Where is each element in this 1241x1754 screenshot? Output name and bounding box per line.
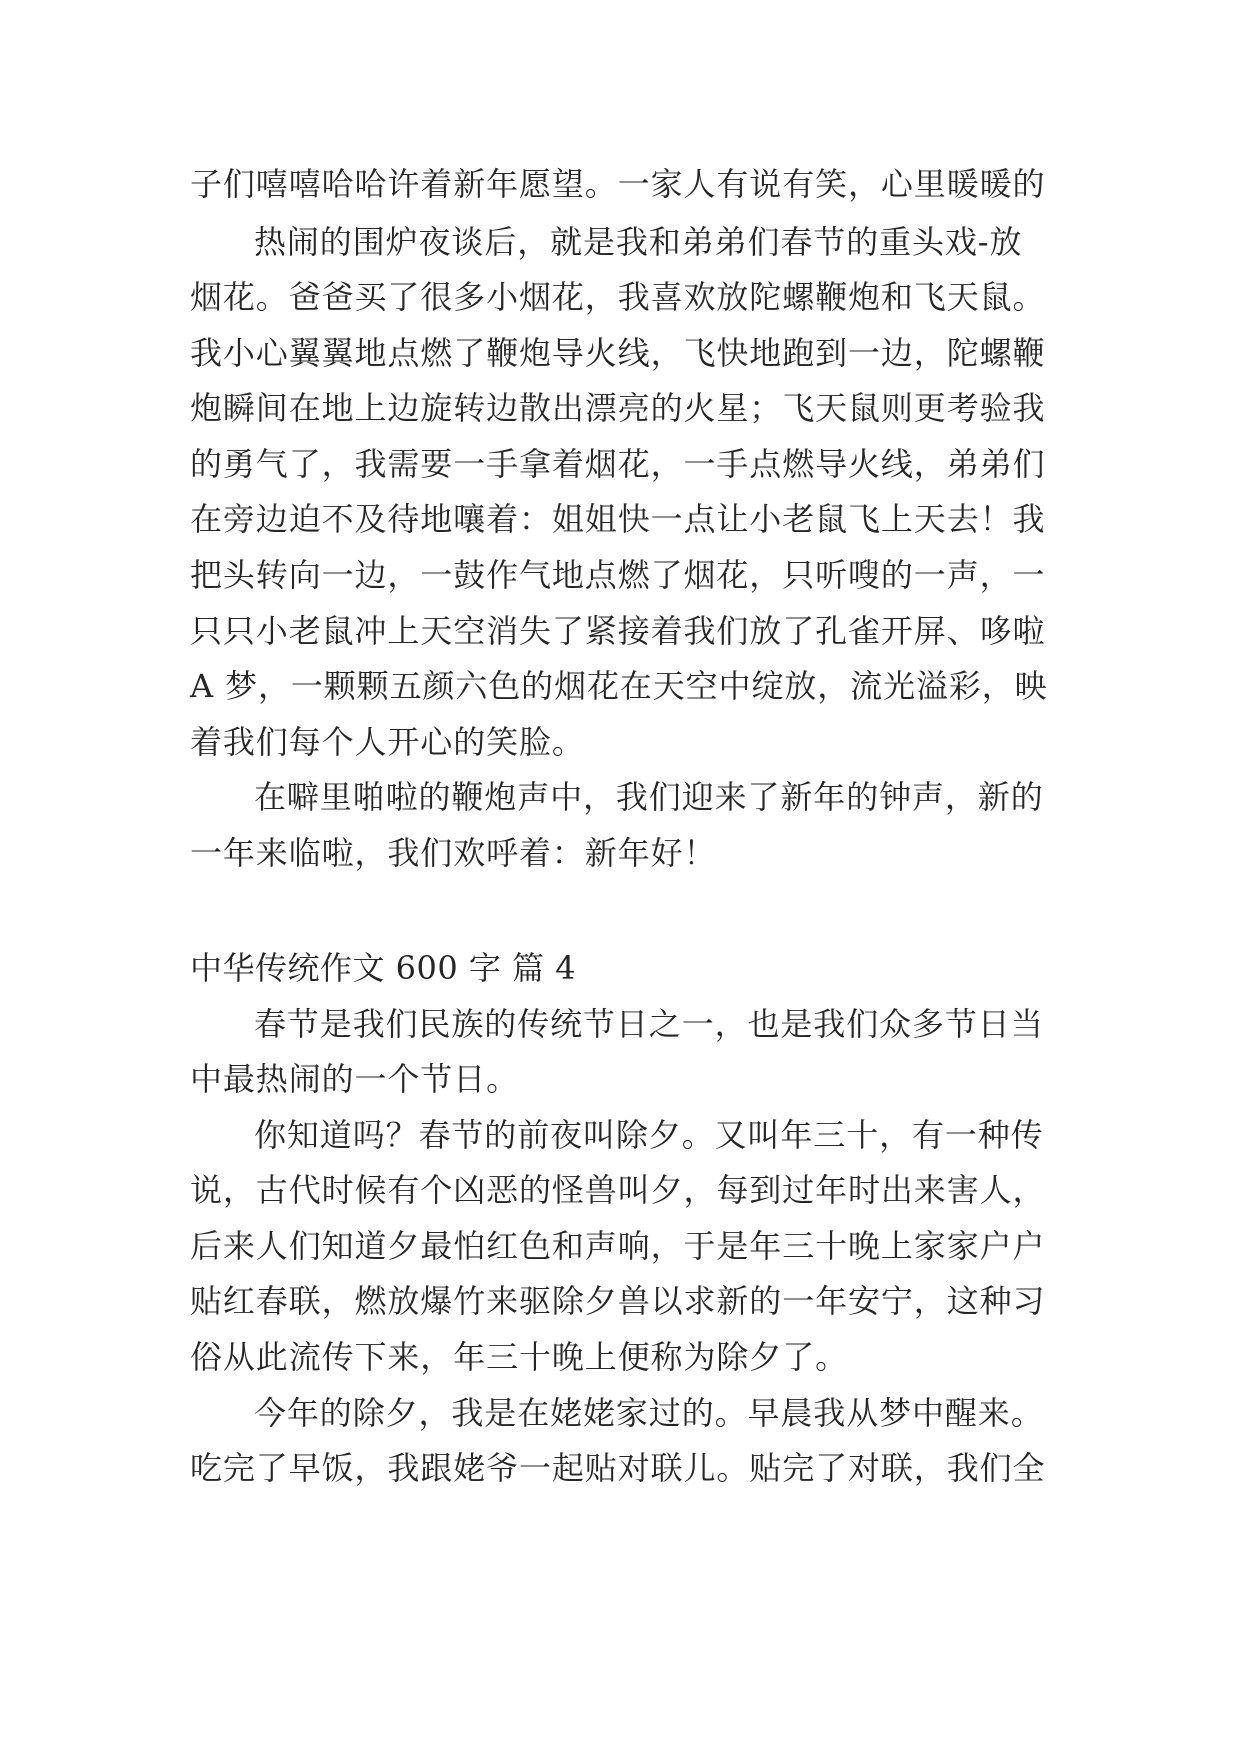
text-line: 把头转向一边，一鼓作气地点燃了烟花，只听嗖的一声，一: [190, 556, 1046, 594]
text-line: 着我们每个人开心的笑脸。: [190, 723, 585, 761]
paragraph-first-line: 在噼里啪啦的鞭炮声中，我们迎来了新年的钟声，新的: [254, 778, 1044, 816]
text-line: 说，古代时候有个凶恶的怪兽叫夕，每到过年时出来害人，: [190, 1171, 1046, 1209]
text-line: 烟花。爸爸买了很多小烟花，我喜欢放陀螺鞭炮和飞天鼠。: [190, 278, 1046, 316]
text-line: 后来人们知道夕最怕红色和声响，于是年三十晚上家家户户: [190, 1227, 1046, 1265]
text-line: 俗从此流传下来，年三十晚上便称为除夕了。: [190, 1338, 849, 1376]
text-line: 贴红春联，燃放爆竹来驱除夕兽以求新的一年安宁，这种习: [190, 1282, 1046, 1320]
text-line: 在旁边迫不及待地嚷着：姐姐快一点让小老鼠飞上天去！我: [190, 500, 1046, 538]
text-line: 子们嘻嘻哈哈许着新年愿望。一家人有说有笑，心里暖暖的: [190, 165, 1046, 203]
paragraph-first-line: 今年的除夕，我是在姥姥家过的。早晨我从梦中醒来。: [254, 1394, 1044, 1432]
text-line: 炮瞬间在地上边旋转边散出漂亮的火星；飞天鼠则更考验我: [190, 389, 1046, 427]
text-line: 只只小老鼠冲上天空消失了紧接着我们放了孔雀开屏、哆啦: [190, 612, 1046, 650]
paragraph-first-line: 春节是我们民族的传统节日之一，也是我们众多节日当: [254, 1005, 1044, 1043]
text-line: 吃完了早饭，我跟姥爷一起贴对联儿。贴完了对联，我们全: [190, 1449, 1046, 1487]
text-line: 的勇气了，我需要一手拿着烟花，一手点燃导火线，弟弟们: [190, 445, 1046, 483]
text-line: 我小心翼翼地点燃了鞭炮导火线，飞快地跑到一边，陀螺鞭: [190, 334, 1046, 372]
text-line: 一年来临啦，我们欢呼着：新年好！: [190, 834, 717, 872]
text-line: A 梦，一颗颗五颜六色的烟花在天空中绽放，流光溢彩，映: [190, 667, 1048, 705]
section-heading: 中华传统作文 600 字 篇 4: [190, 949, 577, 987]
paragraph-first-line: 热闹的围炉夜谈后，就是我和弟弟们春节的重头戏-放: [254, 223, 1023, 261]
text-line: 中最热闹的一个节日。: [190, 1060, 520, 1098]
paragraph-first-line: 你知道吗？春节的前夜叫除夕。又叫年三十，有一种传: [254, 1116, 1044, 1154]
